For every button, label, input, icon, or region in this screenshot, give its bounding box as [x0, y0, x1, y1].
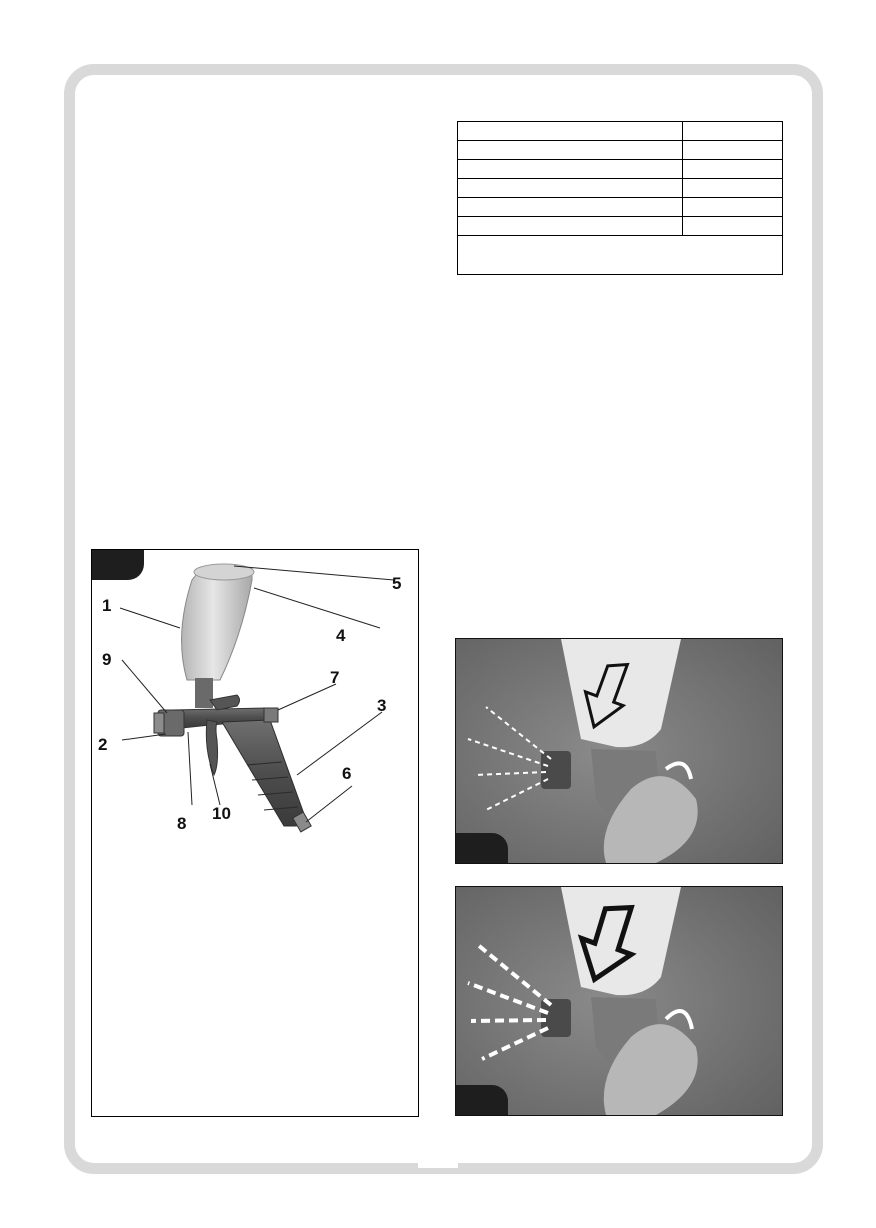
leader-lines [120, 566, 394, 822]
spec-table [457, 121, 783, 275]
table-note-cell [458, 236, 783, 275]
callout-label: 1 [102, 596, 112, 615]
callout-label: 4 [336, 626, 346, 645]
callout-label: 10 [212, 804, 231, 823]
table-row [458, 122, 783, 141]
table-row [458, 217, 783, 236]
table-cell [458, 179, 683, 198]
spray-gun-figure [91, 549, 419, 1117]
figure-number-tab [456, 1085, 508, 1115]
air-cap-ring [154, 713, 164, 733]
trigger [206, 720, 217, 775]
spray-photo-1 [455, 638, 783, 864]
table-cell [683, 122, 783, 141]
callout-label: 2 [98, 735, 108, 754]
spray-photo-1-image [456, 639, 782, 863]
callout-label: 3 [377, 696, 387, 715]
table-cell [683, 141, 783, 160]
spray-photo-2 [455, 886, 783, 1116]
table-row [458, 198, 783, 217]
figure-number-tab [456, 833, 508, 863]
gun-hook [210, 695, 240, 710]
table-row [458, 141, 783, 160]
table-cell [683, 198, 783, 217]
callout-label: 5 [392, 574, 402, 593]
table-cell [458, 122, 683, 141]
callout-label: 9 [102, 650, 112, 669]
spray-photo-2-image [456, 887, 782, 1115]
cup-neck [195, 678, 213, 708]
cup-lid [194, 564, 254, 580]
table-cell [683, 160, 783, 179]
gun-handle [222, 720, 304, 826]
paint-cup [182, 567, 252, 680]
table-cell [458, 217, 683, 236]
frame-gap [418, 1148, 458, 1168]
table-row [458, 160, 783, 179]
table-cell [458, 141, 683, 160]
table-row [458, 236, 783, 275]
callout-label: 7 [330, 668, 340, 687]
table-cell [683, 179, 783, 198]
table-cell [683, 217, 783, 236]
adjust-knob [264, 708, 278, 722]
nozzle-shape [541, 751, 571, 789]
callout-label: 8 [177, 814, 187, 833]
table-row [458, 179, 783, 198]
table-cell [458, 160, 683, 179]
callout-label: 6 [342, 764, 352, 783]
table-cell [458, 198, 683, 217]
spray-gun-drawing [92, 550, 418, 1116]
